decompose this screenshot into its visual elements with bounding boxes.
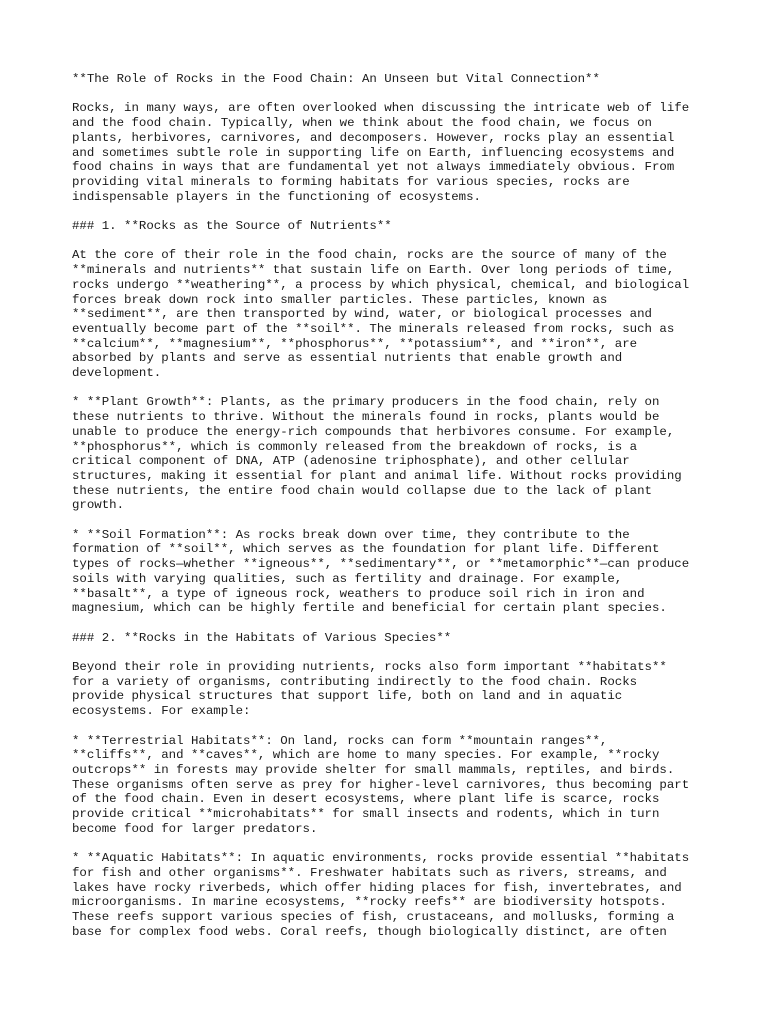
text-line: become food for larger predators. [72, 821, 318, 836]
text-line: ecosystems. For example: [72, 704, 251, 719]
text-line: plants, herbivores, carnivores, and decomposers. However, rocks play an essential [72, 130, 675, 145]
text-line: These organisms often serve as prey for higher-level carnivores, thus becoming part [72, 777, 690, 792]
text-line: provide critical **microhabitats** for small insects and rodents, which in turn [72, 807, 660, 822]
text-line: These reefs support various species of fish, crustaceans, and mollusks, forming a [72, 909, 675, 924]
text-line: outcrops** in forests may provide shelter for small mammals, reptiles, and birds. [72, 762, 675, 777]
text-line: structures, making it essential for plant and animal life. Without rocks providing [72, 468, 682, 483]
text-line: for fish and other organisms**. Freshwater habitats such as rivers, streams, and [72, 865, 667, 880]
text-line: ### 2. **Rocks in the Habitats of Various Species** [72, 630, 452, 645]
text-line: **cliffs**, and **caves**, which are home to many species. For example, **rocky [72, 748, 660, 763]
text-line: rocks undergo **weathering**, a process by which physical, chemical, and biological [72, 277, 690, 292]
paragraph [72, 660, 708, 719]
text-line: forces break down rock into smaller particles. These particles, known as [72, 292, 608, 307]
text-line: **minerals and nutrients** that sustain life on Earth. Over long periods of time, [72, 263, 675, 278]
text-line: microorganisms. In marine ecosystems, **rocky reefs** are biodiversity hotspots. [72, 895, 667, 910]
text-line: development. [72, 366, 162, 381]
text-line: * **Terrestrial Habitats**: On land, rocks can form **mountain ranges**, [72, 733, 608, 748]
text-line: At the core of their role in the food chain, rocks are the source of many of the [72, 248, 667, 263]
text-line: **phosphorus**, which is commonly released from the breakdown of rocks, is a [72, 439, 638, 454]
text-line: of the food chain. Even in desert ecosystems, where plant life is scarce, rocks [72, 792, 660, 807]
text-line: Beyond their role in providing nutrients, rocks also form important **habitats** [72, 660, 667, 675]
text-line: provide physical structures that support life, both on land and in aquatic [72, 689, 623, 704]
text-line: base for complex food webs. Coral reefs, though biologically distinct, are often [72, 924, 667, 939]
paragraph [72, 101, 708, 204]
bullet-paragraph [72, 395, 708, 513]
title-line: **The Role of Rocks in the Food Chain: An Unseen but Vital Connection** [72, 72, 600, 86]
section-heading [72, 219, 708, 234]
text-line: providing vital minerals to forming habitats for various species, rocks are [72, 174, 630, 189]
document-title [72, 72, 708, 87]
text-line: **basalt**, a type of igneous rock, weathers to produce soil rich in iron and [72, 586, 645, 601]
text-line: soils with varying qualities, such as fertility and drainage. For example, [72, 571, 623, 586]
text-line: and the food chain. Typically, when we think about the food chain, we focus on [72, 116, 652, 131]
document-body [72, 101, 708, 939]
text-line: types of rocks—whether **igneous**, **sedimentary**, or **metamorphic**—can produce [72, 557, 690, 572]
text-line: absorbed by plants and serve as essential nutrients that enable growth and [72, 351, 623, 366]
bullet-paragraph [72, 734, 708, 837]
text-line: **sediment**, are then transported by wind, water, or biological processes and [72, 307, 652, 322]
text-line: Rocks, in many ways, are often overlooked when discussing the intricate web of life [72, 101, 690, 116]
text-line: magnesium, which can be highly fertile and beneficial for certain plant species. [72, 601, 667, 616]
text-line: lakes have rocky riverbeds, which offer hiding places for fish, invertebrates, and [72, 880, 682, 895]
bullet-paragraph [72, 851, 708, 939]
text-line: indispensable players in the functioning of ecosystems. [72, 189, 481, 204]
text-line: * **Aquatic Habitats**: In aquatic environments, rocks provide essential **habitats [72, 851, 690, 866]
text-line: these nutrients to thrive. Without the minerals found in rocks, plants would be [72, 410, 660, 425]
paragraph [72, 248, 708, 380]
bullet-paragraph [72, 528, 708, 616]
text-line: * **Soil Formation**: As rocks break down over time, they contribute to the [72, 527, 630, 542]
section-heading [72, 631, 708, 646]
text-line: **calcium**, **magnesium**, **phosphorus**, **potassium**, and **iron**, are [72, 336, 638, 351]
text-line: unable to produce the energy-rich compounds that herbivores consume. For example, [72, 424, 675, 439]
text-line: growth. [72, 498, 125, 513]
text-line: eventually become part of the **soil**. The minerals released from rocks, such as [72, 321, 675, 336]
text-line: ### 1. **Rocks as the Source of Nutrients** [72, 219, 392, 233]
text-line: formation of **soil**, which serves as the foundation for plant life. Different [72, 542, 660, 557]
text-line: critical component of DNA, ATP (adenosine triphosphate), and other cellular [72, 454, 630, 469]
text-line: * **Plant Growth**: Plants, as the primary producers in the food chain, rely on [72, 395, 660, 410]
text-line: for a variety of organisms, contributing indirectly to the food chain. Rocks [72, 674, 638, 689]
text-line: these nutrients, the entire food chain would collapse due to the lack of plant [72, 483, 652, 498]
text-line: and sometimes subtle role in supporting life on Earth, influencing ecosystems and [72, 145, 675, 160]
text-line: food chains in ways that are fundamental yet not always immediately obvious. From [72, 160, 675, 175]
